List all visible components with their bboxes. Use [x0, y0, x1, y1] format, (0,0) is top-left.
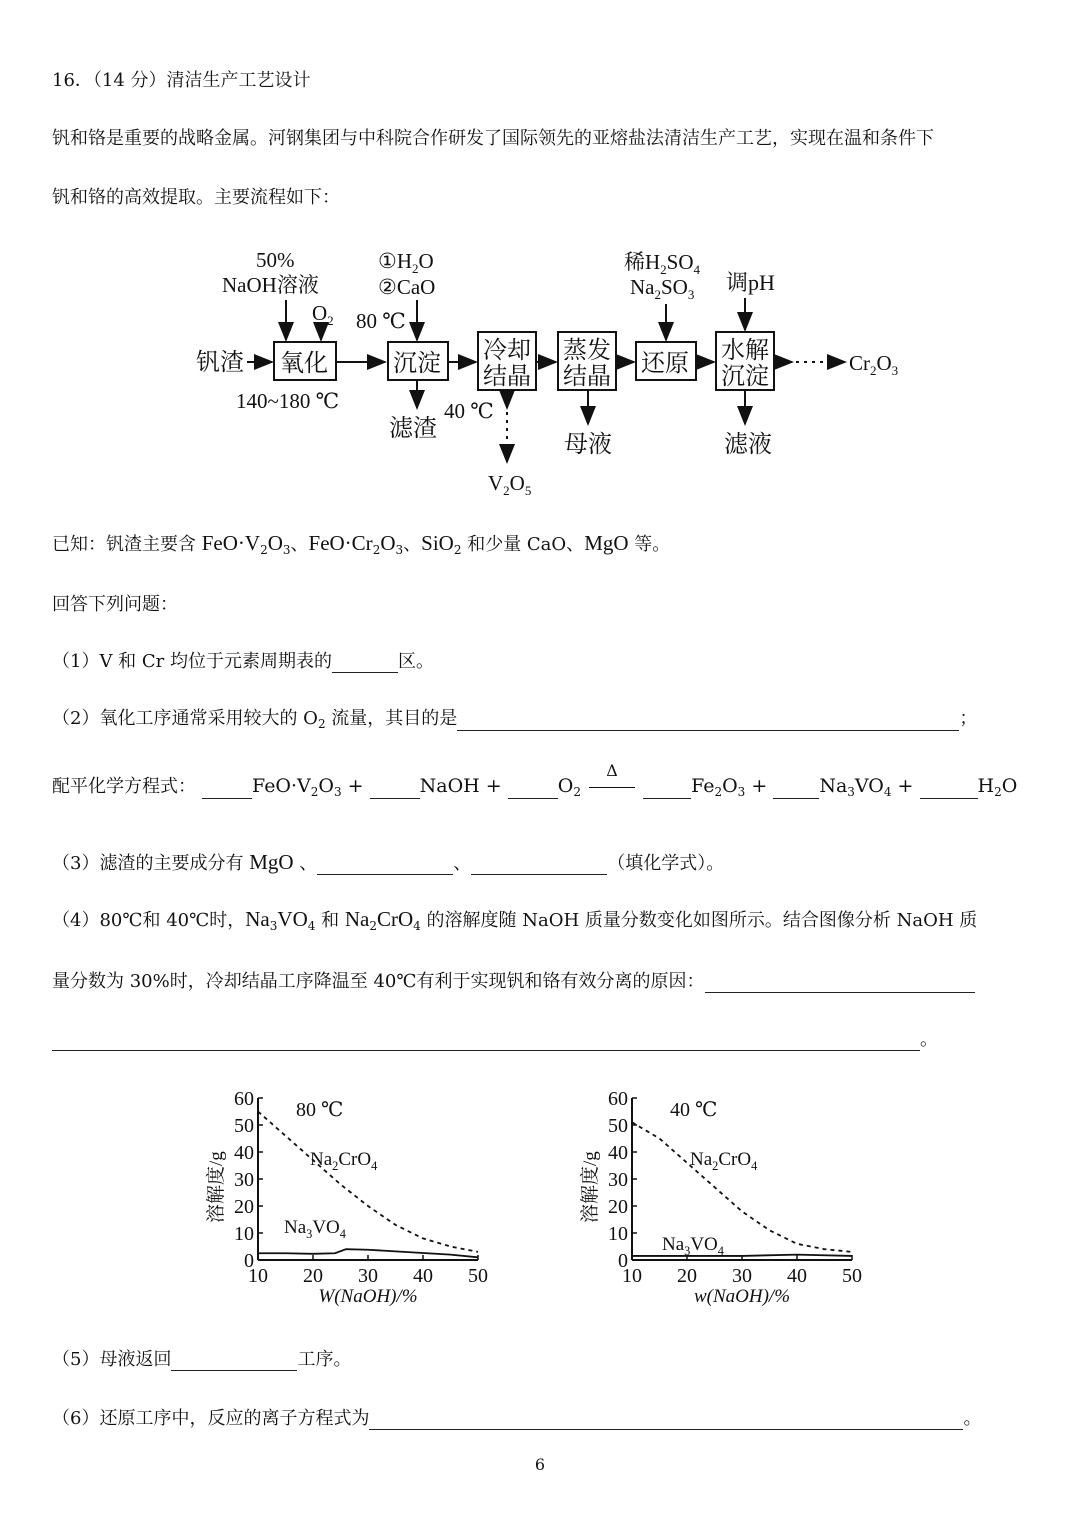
answer-blank-q6[interactable] [369, 1411, 963, 1430]
answer-prompt: 回答下列问题： [52, 594, 178, 615]
product-v2o5: $V_2O_5$ [488, 471, 532, 498]
x-axis-label: W(NaOH)/% [318, 1286, 418, 1307]
step-cooling-box [478, 332, 536, 390]
y-tick-label: 60 [234, 1088, 254, 1110]
question-1: （1）V 和 Cr 均位于元素周期表的 区。 [52, 651, 434, 672]
reagent-ph: 调pH [726, 270, 775, 295]
answer-blank-q5[interactable] [171, 1352, 297, 1371]
x-tick-label: 10 [622, 1265, 642, 1287]
question-2: （2）氧化工序通常采用较大的 $O_2$ 流量，其目的是 ； [52, 708, 978, 731]
answer-blank-q2[interactable] [457, 712, 959, 731]
step-evaporation-label-2: 结晶 [563, 364, 611, 390]
coef-blank-2[interactable] [370, 780, 420, 799]
series-label-na3vo4: $Na_3VO_4$ [662, 1234, 724, 1258]
y-tick-label: 10 [608, 1223, 628, 1245]
answer-blank-q4a[interactable] [705, 974, 975, 993]
y-tick-label: 30 [608, 1169, 628, 1191]
mother-liquor-label: 母液 [564, 432, 612, 458]
reagent-na2so3: $Na_2SO_3$ [630, 275, 695, 302]
coef-blank-6[interactable] [920, 780, 978, 799]
x-tick-label: 10 [248, 1265, 268, 1287]
y-tick-label: 0 [244, 1250, 254, 1272]
question-4-line-3: 。 [52, 1025, 938, 1051]
x-tick-label: 20 [303, 1265, 323, 1287]
known-statement: 已知：钒渣主要含 $FeO\cdot V_2O_3$、$FeO\cdot Cr_2O_3$、SiO$_2$ 和少量 CaO、MgO 等。 [52, 531, 671, 557]
question-title: 16．（14 分）清洁生产工艺设计 [52, 70, 311, 91]
x-tick-label: 20 [677, 1265, 697, 1287]
reagent-naoh-solution: NaOH溶液 [222, 273, 319, 297]
y-tick-label: 30 [234, 1169, 254, 1191]
y-tick-label: 40 [234, 1142, 254, 1164]
temp-cooling: 40 ℃ [444, 399, 494, 423]
step-oxidation-label: 氧化 [280, 351, 328, 377]
answer-blank-q3a[interactable] [317, 856, 453, 875]
question-3: （3）滤渣的主要成分有 MgO 、 、 （填化学式）。 [52, 850, 725, 874]
intro-line-2: 钒和铬的高效提取。主要流程如下： [52, 187, 340, 208]
series-label-na2cro4: $Na_2CrO_4$ [310, 1149, 378, 1173]
reagent-cao: ②CaO [378, 275, 436, 299]
series-label-na3vo4: $Na_3VO_4$ [284, 1217, 346, 1241]
reagent-o2: $O_2$ [312, 301, 334, 328]
step-hydrolysis-label-1: 水解 [721, 338, 769, 364]
x-tick-label: 30 [358, 1265, 378, 1287]
step-evaporation-label-1: 蒸发 [563, 338, 611, 364]
chart-title: 40 ℃ [670, 1099, 718, 1121]
question-4: （4）80℃和 40℃时，$Na_3VO_4$ 和 $Na_2CrO_4$ 的溶解度随 NaOH 质量分数变化如图所示。结合图像分析 NaOH 质 [52, 907, 978, 933]
y-tick-label: 50 [234, 1115, 254, 1137]
feed-label: 钒渣 [196, 350, 244, 376]
x-axis-label: w(NaOH)/% [693, 1286, 791, 1307]
coef-blank-1[interactable] [202, 780, 252, 799]
step-precipitation-box [388, 342, 448, 380]
series-label-na2cro4: $Na_2CrO_4$ [690, 1149, 758, 1173]
page-number: 6 [534, 1455, 546, 1474]
intro-line-1: 钒和铬是重要的战略金属。河钢集团与中科院合作研发了国际领先的亚熔盐法清洁生产工艺，实现在温和条件下 [52, 128, 934, 149]
y-tick-label: 20 [608, 1196, 628, 1218]
reagent-h2so4: 稀$H_2SO_4$ [624, 250, 701, 277]
question-4-line-2: 量分数为 30%时，冷却结晶工序降温至 40℃有利于实现钒和铬有效分离的原因： [52, 967, 975, 993]
reagent-naoh-percent: 50% [256, 248, 295, 272]
step-hydrolysis-box [716, 332, 774, 390]
series-line-na2cro4 [632, 1122, 852, 1252]
y-tick-label: 40 [608, 1142, 628, 1164]
question-5: （5）母液返回 工序。 [52, 1349, 352, 1370]
step-reduction-box [636, 342, 696, 380]
answer-blank-q1[interactable] [332, 654, 398, 673]
residue-label: 滤渣 [389, 416, 437, 442]
y-axis-label: 溶解度/g [206, 1151, 227, 1223]
y-tick-label: 20 [234, 1196, 254, 1218]
answer-blank-q4b[interactable] [52, 1032, 920, 1051]
heat-arrow [587, 761, 637, 797]
step-cooling-label-1: 冷却 [483, 338, 531, 364]
x-tick-label: 50 [842, 1265, 862, 1287]
x-tick-label: 50 [468, 1265, 488, 1287]
x-tick-label: 40 [413, 1265, 433, 1287]
y-tick-label: 10 [234, 1223, 254, 1245]
y-tick-label: 0 [618, 1250, 628, 1272]
temp-precipitation: 80 ℃ [356, 309, 406, 333]
step-hydrolysis-label-2: 沉淀 [721, 364, 769, 390]
balance-equation: 配平化学方程式： $FeO\cdot V_2O_3$ + NaOH + $O_2$ Δ $Fe_2O_3 + Na_3VO_4 + H_2O$ [52, 761, 1018, 799]
step-precipitation-label: 沉淀 [393, 351, 441, 377]
x-tick-label: 40 [787, 1265, 807, 1287]
step-evaporation-box [558, 332, 616, 390]
temp-oxidation: 140~180 ℃ [236, 389, 340, 413]
step-oxidation-box [274, 342, 336, 380]
solubility-chart-40c [570, 1080, 900, 1315]
question-6: （6）还原工序中，反应的离子方程式为 。 [52, 1408, 982, 1429]
y-tick-label: 60 [608, 1088, 628, 1110]
delta-sign: Δ [606, 761, 618, 780]
filtrate-label: 滤液 [724, 432, 772, 458]
coef-blank-5[interactable] [773, 780, 819, 799]
chart-title: 80 ℃ [296, 1099, 344, 1121]
step-reduction-label: 还原 [641, 351, 689, 377]
answer-blank-q3b[interactable] [471, 856, 607, 875]
product-cr2o3: $Cr_2O_3$ [849, 351, 899, 378]
process-flow-diagram [0, 0, 1080, 510]
coef-blank-4[interactable] [643, 780, 691, 799]
x-tick-label: 30 [732, 1265, 752, 1287]
coef-blank-3[interactable] [508, 780, 558, 799]
y-axis-label: 溶解度/g [580, 1151, 601, 1223]
solubility-chart-80c [196, 1080, 526, 1315]
y-tick-label: 50 [608, 1115, 628, 1137]
reagent-water: $①H_2O$ [378, 249, 434, 276]
step-cooling-label-2: 结晶 [483, 364, 531, 390]
